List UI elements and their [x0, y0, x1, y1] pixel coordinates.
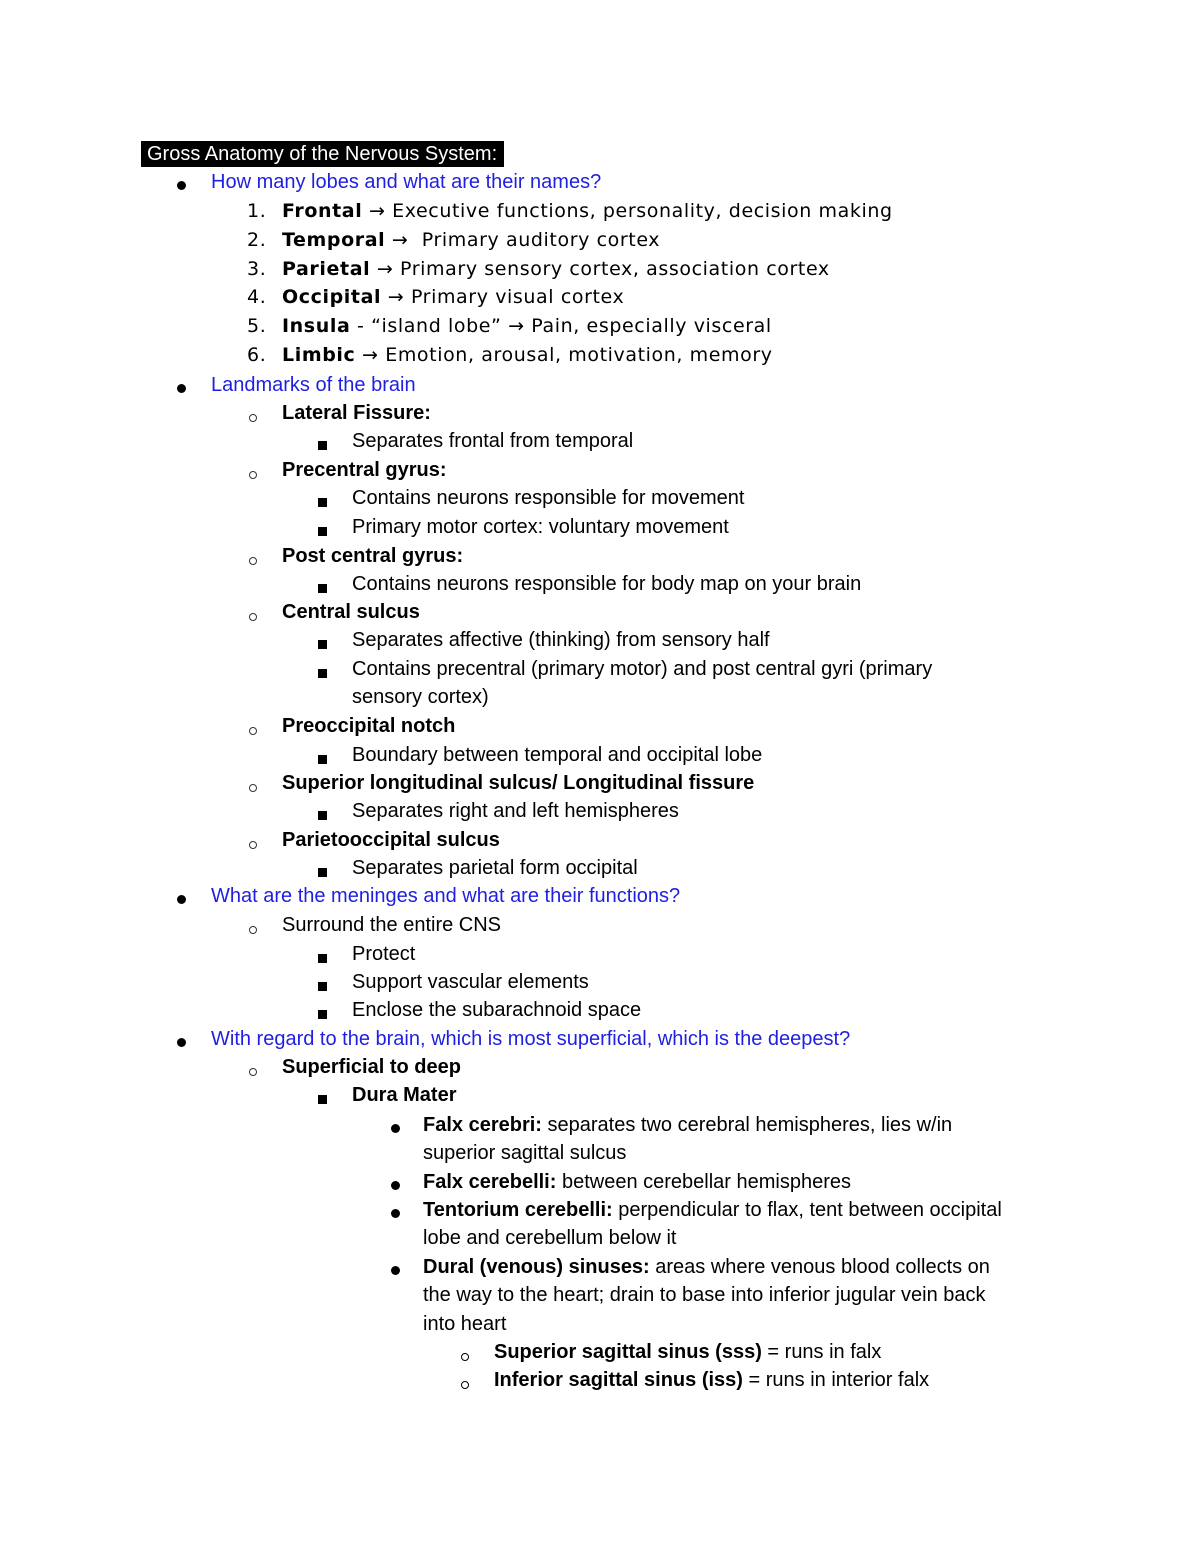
square-bullet-icon	[318, 999, 327, 1027]
question-landmarks: Landmarks of the brain	[211, 374, 416, 396]
lobe-number: 5.	[247, 315, 267, 337]
landmark-precentral-detail-1: Contains neurons responsible for movement	[352, 487, 745, 509]
meninges-function-1: Protect	[352, 943, 416, 965]
landmark-parieto-detail: Separates parietal form occipital	[352, 857, 638, 879]
lobe-item	[282, 226, 660, 254]
landmark-postcentral-detail: Contains neurons responsible for body map on your brain	[352, 573, 862, 595]
lobe-separator: →	[381, 286, 411, 308]
square-bullet-icon	[318, 487, 327, 515]
meninges-function-2: Support vascular elements	[352, 971, 589, 993]
bullet-icon	[391, 1255, 400, 1283]
landmark-parieto: Parietooccipital sulcus	[282, 829, 500, 851]
tentorium-cerebelli: Tentorium cerebelli: perpendicular to flax, tent between occipital	[423, 1199, 1002, 1221]
superficial-to-deep: Superficial to deep	[282, 1056, 461, 1078]
landmark-postcentral: Post central gyrus:	[282, 545, 464, 567]
tentorium-cerebelli-cont: lobe and cerebellum below it	[423, 1227, 677, 1249]
landmark-central-detail-2-cont: sensory cortex)	[352, 686, 489, 708]
hollow-bullet-icon	[249, 914, 257, 942]
lobe-item	[282, 197, 893, 225]
landmark-superior: Superior longitudinal sulcus/ Longitudinal fissure	[282, 772, 755, 794]
hollow-bullet-icon	[249, 772, 257, 800]
landmark-superior-detail: Separates right and left hemispheres	[352, 800, 679, 822]
lobe-description: Primary visual cortex	[410, 286, 625, 308]
bullet-icon	[391, 1170, 400, 1198]
lobe-item	[282, 312, 772, 340]
bullet-icon	[391, 1198, 400, 1226]
lobe-name: Insula	[282, 315, 351, 337]
lobe-name: Frontal	[282, 200, 363, 222]
square-bullet-icon	[318, 1084, 327, 1112]
landmark-precentral-detail-2: Primary motor cortex: voluntary movement	[352, 516, 729, 538]
question-superficial-deep: With regard to the brain, which is most superficial, which is the deepest?	[211, 1028, 851, 1050]
landmark-central: Central sulcus	[282, 601, 420, 623]
hollow-bullet-icon	[249, 601, 257, 629]
square-bullet-icon	[318, 943, 327, 971]
bullet-icon	[177, 1027, 186, 1055]
lobe-name: Temporal	[282, 229, 386, 251]
hollow-bullet-icon	[249, 829, 257, 857]
hollow-bullet-icon	[249, 545, 257, 573]
lobe-description: Primary sensory cortex, association cortex	[400, 258, 830, 280]
hollow-circle-icon	[461, 1369, 469, 1397]
dura-mater: Dura Mater	[352, 1084, 457, 1106]
inferior-sagittal-sinus: Inferior sagittal sinus (iss) = runs in interior falx	[494, 1369, 930, 1391]
lobe-description: Emotion, arousal, motivation, memory	[385, 344, 773, 366]
hollow-bullet-icon	[249, 1056, 257, 1084]
dural-sinuses: Dural (venous) sinuses: areas where venous blood collects on	[423, 1256, 990, 1278]
meninges-surround: Surround the entire CNS	[282, 914, 502, 936]
falx-cerebri-cont: superior sagittal sulcus	[423, 1142, 627, 1164]
lobe-item	[282, 283, 624, 311]
square-bullet-icon	[318, 516, 327, 544]
lobe-separator: →	[362, 200, 393, 222]
landmark-preoccipital-detail: Boundary between temporal and occipital lobe	[352, 744, 763, 766]
lobe-name: Parietal	[282, 258, 371, 280]
superior-sagittal-sinus: Superior sagittal sinus (sss) = runs in falx	[494, 1341, 882, 1363]
meninges-function-3: Enclose the subarachnoid space	[352, 999, 642, 1021]
bullet-icon	[177, 884, 186, 912]
landmark-central-detail-1: Separates affective (thinking) from sensory half	[352, 629, 770, 651]
square-bullet-icon	[318, 857, 327, 885]
bullet-icon	[177, 170, 186, 198]
falx-cerebri: Falx cerebri: separates two cerebral hemispheres, lies w/in	[423, 1114, 953, 1136]
square-bullet-icon	[318, 430, 327, 458]
lobe-number: 4.	[247, 286, 267, 308]
lobe-item	[282, 255, 830, 283]
hollow-circle-icon	[461, 1341, 469, 1369]
question-lobes: How many lobes and what are their names?	[211, 171, 602, 193]
dural-sinuses-cont-2: into heart	[423, 1313, 507, 1335]
square-bullet-icon	[318, 629, 327, 657]
landmark-lateral-detail: Separates frontal from temporal	[352, 430, 634, 452]
square-bullet-icon	[318, 744, 327, 772]
lobe-number: 6.	[247, 344, 267, 366]
lobe-description: Pain, especially visceral	[531, 315, 772, 337]
square-bullet-icon	[318, 971, 327, 999]
landmark-preoccipital: Preoccipital notch	[282, 715, 456, 737]
hollow-bullet-icon	[249, 715, 257, 743]
lobe-separator: →	[370, 258, 401, 280]
landmark-lateral: Lateral Fissure:	[282, 402, 431, 424]
hollow-bullet-icon	[249, 402, 257, 430]
square-bullet-icon	[318, 658, 327, 686]
bullet-icon	[391, 1113, 400, 1141]
dural-sinuses-cont-1: the way to the heart; drain to base into inferior jugular vein back	[423, 1284, 986, 1306]
lobe-name: Limbic	[282, 344, 356, 366]
square-bullet-icon	[318, 573, 327, 601]
document-title: Gross Anatomy of the Nervous System:	[141, 141, 504, 167]
question-meninges: What are the meninges and what are their functions?	[211, 885, 681, 907]
lobe-number: 1.	[247, 200, 267, 222]
lobe-separator: - “island lobe” →	[350, 315, 532, 337]
landmark-central-detail-2: Contains precentral (primary motor) and post central gyri (primary	[352, 658, 933, 680]
lobe-name: Occipital	[282, 286, 382, 308]
lobe-number: 2.	[247, 229, 267, 251]
hollow-bullet-icon	[249, 459, 257, 487]
bullet-icon	[177, 373, 186, 401]
lobe-separator: →	[355, 344, 386, 366]
lobe-separator: →	[385, 229, 422, 251]
lobe-description: Executive functions, personality, decision making	[392, 200, 893, 222]
lobe-item	[282, 341, 773, 369]
landmark-precentral: Precentral gyrus:	[282, 459, 447, 481]
square-bullet-icon	[318, 800, 327, 828]
falx-cerebelli: Falx cerebelli: between cerebellar hemispheres	[423, 1171, 852, 1193]
lobe-description: Primary auditory cortex	[421, 229, 661, 251]
lobe-number: 3.	[247, 258, 267, 280]
